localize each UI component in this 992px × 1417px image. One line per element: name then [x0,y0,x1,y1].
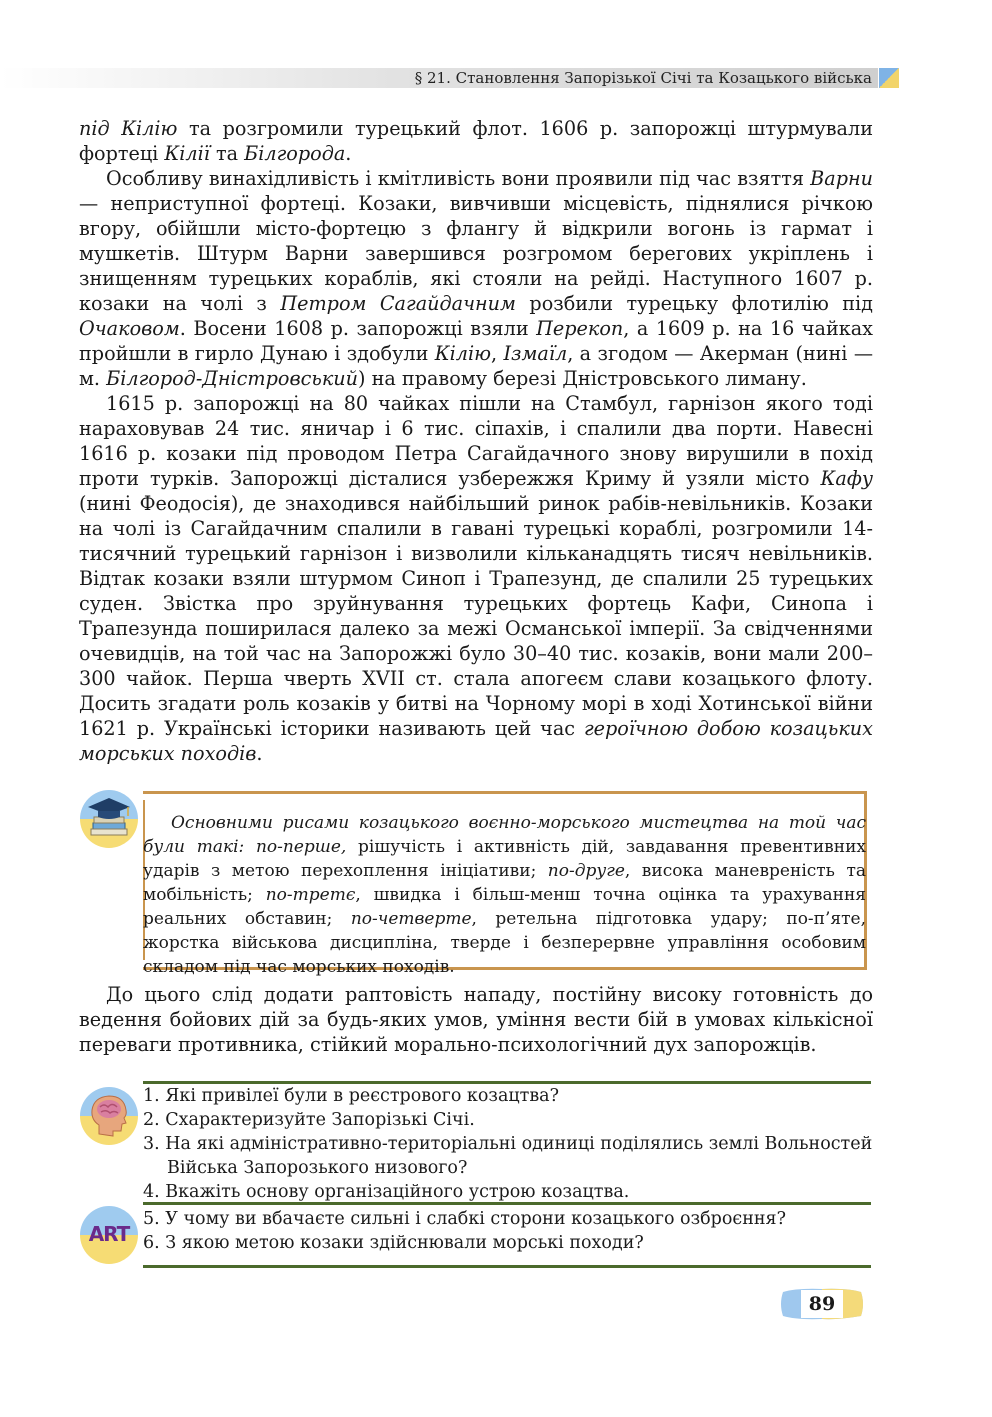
graduation-cap-books-icon [80,790,138,848]
page-number-badge [777,1286,867,1322]
paragraph-1: під Кілію та розгромили турецький флот. 1606 р. запорожці штурмували фортеці Кілії та Білгорода. [79,117,873,165]
running-title: § 21. Становлення Запорізької Січі та Козацького війська [414,69,872,87]
main-text-top [79,116,873,766]
questions-list-1 [143,1084,873,1204]
questions-mid-rule [143,1202,871,1205]
art-badge-icon: ART [80,1206,138,1264]
main-text-bottom [79,982,873,1057]
head-brain-icon [80,1087,138,1145]
paragraph-2: Особливу винахідливість і кмітливість вони проявили під час взяття Варни — неприступної фортеці. Козаки, вивчивши місцевість, піднялися річкою вгору, обійшли місто-фортецю з флангу й відкрили вогонь із гармат і мушкетів. Штурм Варни завершився розгромом берегових укріплень і знищенням турецьких кораблів, які стояли на рейді. Наступного 1607 р. козаки на чолі з Петром Сагайдачним розбили турецьку флотилію під Очаковом. Восени 1608 р. запорожці взяли Перекоп, а 1609 р. на 16 чайках пройшли в гирло Дунаю і здобули Кілію, Ізмаїл, а згодом — Акерман (нині — м. Білгород-Дністровський) на правому березі Дністровського лиману. [79,167,874,390]
questions-list-2 [143,1207,873,1255]
question-1: 1. Які привілеї були в реєстрового козацтва? [143,1086,559,1106]
question-2: 2. Схарактеризуйте Запорізькі Січі. [143,1110,475,1130]
questions-bottom-rule [143,1265,871,1268]
corner-ornament [879,68,899,88]
paragraph-3: 1615 р. запорожці на 80 чайках пішли на Стамбул, гарнізон якого тоді нараховував 24 тис. яничар і 6 тис. сіпахів, і спалили два порти. Навесні 1616 р. козаки під проводом Петра Сагайдачного знову вирушили в похід проти турків. Запорожці дісталися узбережжя Криму й узяли місто Кафу (нині Феодосія), де знаходився найбільший ринок рабів-невільників. Козаки на чолі із Сагайдачним спалили в гавані турецькі кораблі, розгромили 14-тисячний турецький гарнізон і визволили кільканадцять тисяч невільників. Відтак козаки взяли штурмом Синоп і Трапезунд, де спалили 25 турецьких суден. Звістка про зруйнування турецьких фортець Кафи, Синопа і Трапезунда поширилася далеко за межі Османської імперії. За свідченнями очевидців, на той час на Запорожжі було 30–40 тис. козаків, вони мали 200–300 чайок. Перша чверть XVII ст. стала апогеєм слави козацького флоту. Досить згадати роль козаків у битві на Чорному морі в ході Хотинської війни 1621 р. Українські історики називають цей час героїчною добою козацьких морських походів. [79,392,873,765]
question-4: 4. Вкажіть основу організаційного устрою козацтва. [143,1182,630,1202]
question-6: 6. З якою метою козаки здійснювали морські походи? [143,1233,644,1253]
paragraph-4: До цього слід додати раптовість нападу, постійну високу готовність до ведення бойових дій за будь-яких умов, уміння вести бій в умовах кількісної переваги противника, стійкий морально-психологічний дух запорожців. [79,983,873,1056]
summary-text: Основними рисами козацького воєнно-морського мистецтва на той час були такі: по-перше, рішучість і активність дій, завдавання превентивних ударів з метою перехоплення ініціативи; по-друге, висока маневреність та мобільність; по-третє, швидка і більш-менш точна оцінка та урахування реальних обставин; по-четверте, ретельна підготовка удару; по-п’яте, жорстка військова дисципліна, тверде і безперервне управління особовим складом під час морських походів. [143,813,867,977]
question-5: 5. У чому ви вбачаєте сильні і слабкі сторони козацького озброєння? [143,1209,786,1229]
question-3: 3. На які адміністративно-територіальні одиниці поділялись землі Вольностей Війська Запорозького низового? [143,1134,873,1178]
page-number: 89 [801,1290,843,1318]
